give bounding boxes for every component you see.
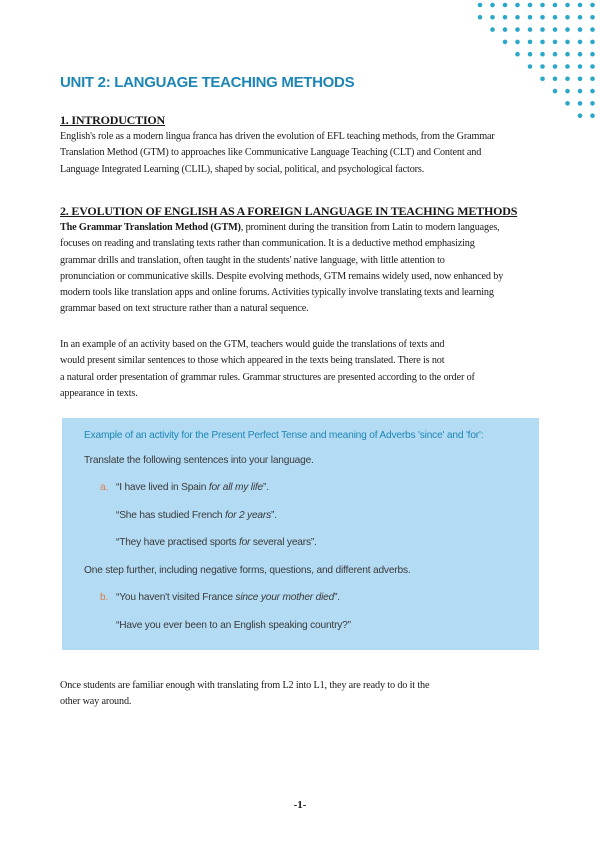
decorative-dot — [590, 27, 595, 32]
decorative-dot — [590, 101, 595, 106]
decorative-dot — [528, 64, 533, 69]
item-marker-b: b. — [100, 592, 109, 603]
decorative-dot — [565, 3, 570, 8]
decorative-dot — [565, 15, 570, 20]
sentence-text: ”. — [270, 510, 277, 521]
decorative-dot — [515, 3, 520, 8]
paragraph-line: Translation Method (GTM) to approaches like Communicative Language Teaching (CLT) and Content and — [60, 147, 482, 159]
activity-box-title: Example of an activity for the Present Perfect Tense and meaning of Adverbs 'since' and 'for': — [84, 430, 484, 441]
decorative-dot — [503, 15, 508, 20]
decorative-dot — [515, 15, 520, 20]
item-marker-a: a. — [100, 482, 109, 493]
decorative-dot — [578, 64, 583, 69]
paragraph-line — [60, 220, 539, 236]
section-1-paragraph — [60, 129, 539, 178]
decorative-dot — [578, 27, 583, 32]
decorative-dot — [528, 3, 533, 8]
decorative-dot — [503, 27, 508, 32]
decorative-dot — [590, 77, 595, 82]
decorative-dot — [590, 52, 595, 57]
sentence-text: several years”. — [250, 537, 317, 548]
decorative-dot — [578, 101, 583, 106]
decorative-dot — [553, 3, 558, 8]
activity-item-a-line-2 — [116, 510, 277, 521]
decorative-dot — [565, 101, 570, 106]
paragraph-line: modern tools like translation apps and online forums. Activities typically involve translating texts and learning — [60, 287, 494, 299]
paragraph-text: , prominent during the transition from Latin to modern languages, — [240, 222, 500, 233]
decorative-dot — [478, 3, 483, 8]
decorative-dot — [553, 40, 558, 45]
decorative-dot — [565, 27, 570, 32]
decorative-dot — [553, 64, 558, 69]
decorative-dot — [590, 3, 595, 8]
decorative-dot — [578, 52, 583, 57]
paragraph-line: Language Integrated Learning (CLIL), shaped by social, political, and psychological factors. — [60, 163, 425, 175]
paragraph-line: a natural order presentation of grammar rules. Grammar structures are presented according to the order of — [60, 371, 475, 383]
decorative-dot — [590, 15, 595, 20]
decorative-dot-pattern — [0, 0, 600, 130]
sentence-emphasis: for — [238, 537, 251, 548]
sentence-text: “You haven't visited France — [116, 592, 236, 603]
sentence-emphasis: since your mother died — [235, 592, 335, 603]
section-1-heading: 1. INTRODUCTION — [60, 113, 166, 127]
sentence-text: “I have lived in Spain — [116, 482, 209, 493]
gtm-bold-term: The Grammar Translation Method (GTM) — [60, 222, 241, 233]
decorative-dot — [490, 3, 495, 8]
sentence-emphasis: for 2 years — [225, 510, 271, 521]
decorative-dot — [540, 40, 545, 45]
section-2-paragraph — [60, 220, 539, 318]
paragraph-line: appearance in texts. — [60, 387, 138, 399]
decorative-dot — [528, 52, 533, 57]
decorative-dot — [540, 64, 545, 69]
decorative-dot — [490, 15, 495, 20]
activity-item-a-line-3 — [116, 537, 317, 548]
section-2-heading: 2. EVOLUTION OF ENGLISH AS A FOREIGN LANGUAGE IN TEACHING METHODS — [60, 204, 518, 218]
decorative-dot — [553, 52, 558, 57]
decorative-dot — [540, 15, 545, 20]
decorative-dot — [528, 27, 533, 32]
decorative-dot — [540, 27, 545, 32]
decorative-dot — [553, 77, 558, 82]
decorative-dot — [578, 40, 583, 45]
decorative-dot — [553, 15, 558, 20]
decorative-dot — [528, 40, 533, 45]
decorative-dot — [503, 3, 508, 8]
decorative-dot — [540, 77, 545, 82]
paragraph-line: would present similar sentences to those which appeared in the texts being translated. There is not — [60, 355, 445, 367]
paragraph-line: Once students are familiar enough with translating from L2 into L1, they are ready to do it the — [60, 680, 430, 691]
page-number: -1- — [293, 799, 307, 811]
decorative-dot — [503, 40, 508, 45]
paragraph-line: focuses on reading and translating texts rather than communication. It is a deductive method emphasizing — [60, 238, 475, 250]
decorative-dot — [590, 89, 595, 94]
decorative-dot — [553, 27, 558, 32]
decorative-dot — [515, 52, 520, 57]
paragraph-line: English's role as a modern lingua franca has driven the evolution of EFL teaching methods, from the Grammar — [60, 131, 495, 142]
decorative-dot — [578, 15, 583, 20]
decorative-dot — [565, 77, 570, 82]
paragraph-line: pronunciation or communicative skills. Despite evolving methods, GTM remains widely used, now enhanced by — [60, 270, 504, 282]
activity-item-a-line-1 — [100, 482, 269, 493]
activity-item-b-line-2: “Have you ever been to an English speaking country?” — [116, 620, 351, 631]
paragraph-line: grammar drills and translation, often taught in the students' native language, with little attention to — [60, 254, 445, 266]
decorative-dot — [565, 40, 570, 45]
decorative-dot — [515, 40, 520, 45]
decorative-dot — [478, 15, 483, 20]
activity-step-further: One step further, including negative forms, questions, and different adverbs. — [84, 565, 411, 576]
sentence-text: ”. — [263, 482, 269, 493]
paragraph-line: In an example of an activity based on the GTM, teachers would guide the translations of texts and — [60, 339, 445, 350]
decorative-dot — [590, 64, 595, 69]
decorative-dot — [578, 77, 583, 82]
sentence-text: “They have practised sports — [116, 537, 239, 548]
sentence-emphasis: for all my life — [208, 482, 263, 493]
activity-item-b-line-1 — [100, 592, 340, 603]
decorative-dot — [540, 3, 545, 8]
decorative-dot — [528, 15, 533, 20]
sentence-text: “She has studied French — [116, 510, 226, 521]
unit-title: UNIT 2: LANGUAGE TEACHING METHODS — [60, 74, 355, 91]
decorative-dot — [578, 3, 583, 8]
decorative-dot — [590, 40, 595, 45]
closing-paragraph — [60, 678, 539, 711]
decorative-dot — [565, 52, 570, 57]
decorative-dot — [490, 27, 495, 32]
sentence-text: ”. — [334, 592, 340, 603]
activity-box — [62, 418, 539, 650]
decorative-dot — [565, 89, 570, 94]
decorative-dot — [590, 113, 595, 118]
paragraph-line: other way around. — [60, 696, 132, 708]
paragraph-line: grammar based on text structure rather than a natural sequence. — [60, 303, 309, 315]
decorative-dot — [515, 27, 520, 32]
decorative-dot — [565, 64, 570, 69]
decorative-dot — [578, 89, 583, 94]
decorative-dot — [578, 113, 583, 118]
decorative-dot — [553, 89, 558, 94]
decorative-dot — [540, 52, 545, 57]
example-paragraph — [60, 337, 539, 402]
activity-instruction: Translate the following sentences into your language. — [84, 455, 314, 466]
